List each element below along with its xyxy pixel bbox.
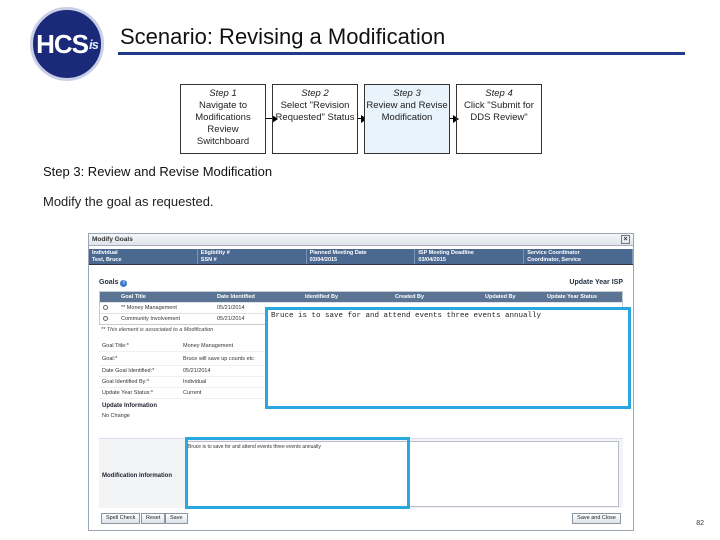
goals-header <box>89 277 633 289</box>
instruction-text: Modify the goal as requested. <box>43 194 214 209</box>
update-year-title: Update Year ISP <box>569 279 623 286</box>
step-4-box <box>456 84 542 154</box>
close-icon[interactable]: × <box>621 235 630 244</box>
grid-header-row <box>100 292 622 302</box>
step-4-text: Click "Submit for DDS Review" <box>464 100 534 123</box>
info-icon[interactable]: i <box>120 280 127 287</box>
goals-title: Goals <box>99 279 119 286</box>
modification-textarea[interactable]: Bruce is to save for and attend events three events annually <box>185 441 619 507</box>
step-4-number: Step 4 <box>485 88 513 99</box>
col-update-year-status[interactable]: Update Year Status <box>547 294 598 300</box>
identified-by-field[interactable]: Individual <box>183 379 207 385</box>
col-created-by[interactable]: Created By <box>395 294 425 300</box>
info-planned-date: Planned Meeting Date 03/04/2015 <box>307 249 416 264</box>
logo-main-text: HCS <box>36 28 89 59</box>
reset-button[interactable]: Reset <box>141 513 165 524</box>
hcsis-logo <box>30 7 104 81</box>
save-button[interactable]: Save <box>165 513 188 524</box>
info-isp-deadline: ISP Meeting Deadline 03/04/2015 <box>415 249 524 264</box>
modification-info-label: Modification Information <box>102 473 172 479</box>
section-heading: Step 3: Review and Revise Modification <box>43 164 273 179</box>
row-goal-title: Community Involvement <box>121 316 180 322</box>
callout-goal-text: Bruce is to save for and attend events three events annually <box>271 312 542 320</box>
col-identified-by[interactable]: Identified By <box>305 294 339 300</box>
col-updated-by[interactable]: Updated By <box>485 294 516 300</box>
modification-callout <box>185 437 410 509</box>
col-date-identified[interactable]: Date Identified <box>217 294 255 300</box>
step-3-number: Step 3 <box>393 88 421 99</box>
row-date: 05/21/2014 <box>217 305 245 311</box>
step-1-number: Step 1 <box>209 88 237 99</box>
step-1-box <box>180 84 266 154</box>
goal-edit-callout[interactable] <box>265 307 631 409</box>
form-row-goal: Goal:* Bruce will save up counts etc <box>99 352 623 366</box>
row-date: 05/21/2014 <box>217 316 245 322</box>
form-row-goal-title: Goal Title:* Money Management <box>99 341 623 352</box>
spell-check-button[interactable]: Spell Check <box>101 513 140 524</box>
window-title: Modify Goals <box>92 236 133 243</box>
step-3-box <box>364 84 450 154</box>
goal-field[interactable]: Bruce will save up counts etc <box>183 355 254 362</box>
slide-title: Scenario: Revising a Modification <box>120 24 446 49</box>
page-number: 82 <box>696 520 704 527</box>
modification-note: ** This element is associated to a Modification <box>101 327 214 333</box>
step-2-box <box>272 84 358 154</box>
logo-suffix-text: is <box>89 36 98 52</box>
title-rule <box>118 52 685 55</box>
row-radio[interactable] <box>103 305 108 310</box>
step-2-text: Select "Revision Requested" Status <box>275 100 355 123</box>
info-coordinator: Service Coordinator Coordinator, Service <box>524 249 633 264</box>
row-radio[interactable] <box>103 316 108 321</box>
status-field[interactable]: Current <box>183 390 202 396</box>
date-field[interactable]: 05/21/2014 <box>183 368 211 374</box>
form-row-identified-by: Goal Identified By:* Individual <box>99 377 623 388</box>
individual-info-bar <box>89 249 633 265</box>
save-and-close-button[interactable]: Save and Close <box>572 513 621 524</box>
goal-title-field[interactable]: Money Management <box>183 343 234 349</box>
row-goal-title: ** Money Management <box>121 305 177 311</box>
info-eligibility: Eligibility # SSN # <box>198 249 307 264</box>
step-2-number: Step 2 <box>301 88 329 99</box>
form-row-status: Update Year Status:* Current <box>99 388 623 399</box>
no-change-text: No Change <box>102 413 130 419</box>
form-row-date: Date Goal Identified:* 05/21/2014 <box>99 366 623 377</box>
update-info-label: Update Information <box>102 403 157 409</box>
info-individual: Individual Test, Bruce <box>89 249 198 264</box>
step-1-text: Navigate to Modifications Review Switchboard <box>195 100 251 147</box>
col-goal-title[interactable]: Goal Title <box>121 294 146 300</box>
step-3-text: Review and Revise Modification <box>366 100 448 123</box>
window-titlebar <box>89 234 633 246</box>
